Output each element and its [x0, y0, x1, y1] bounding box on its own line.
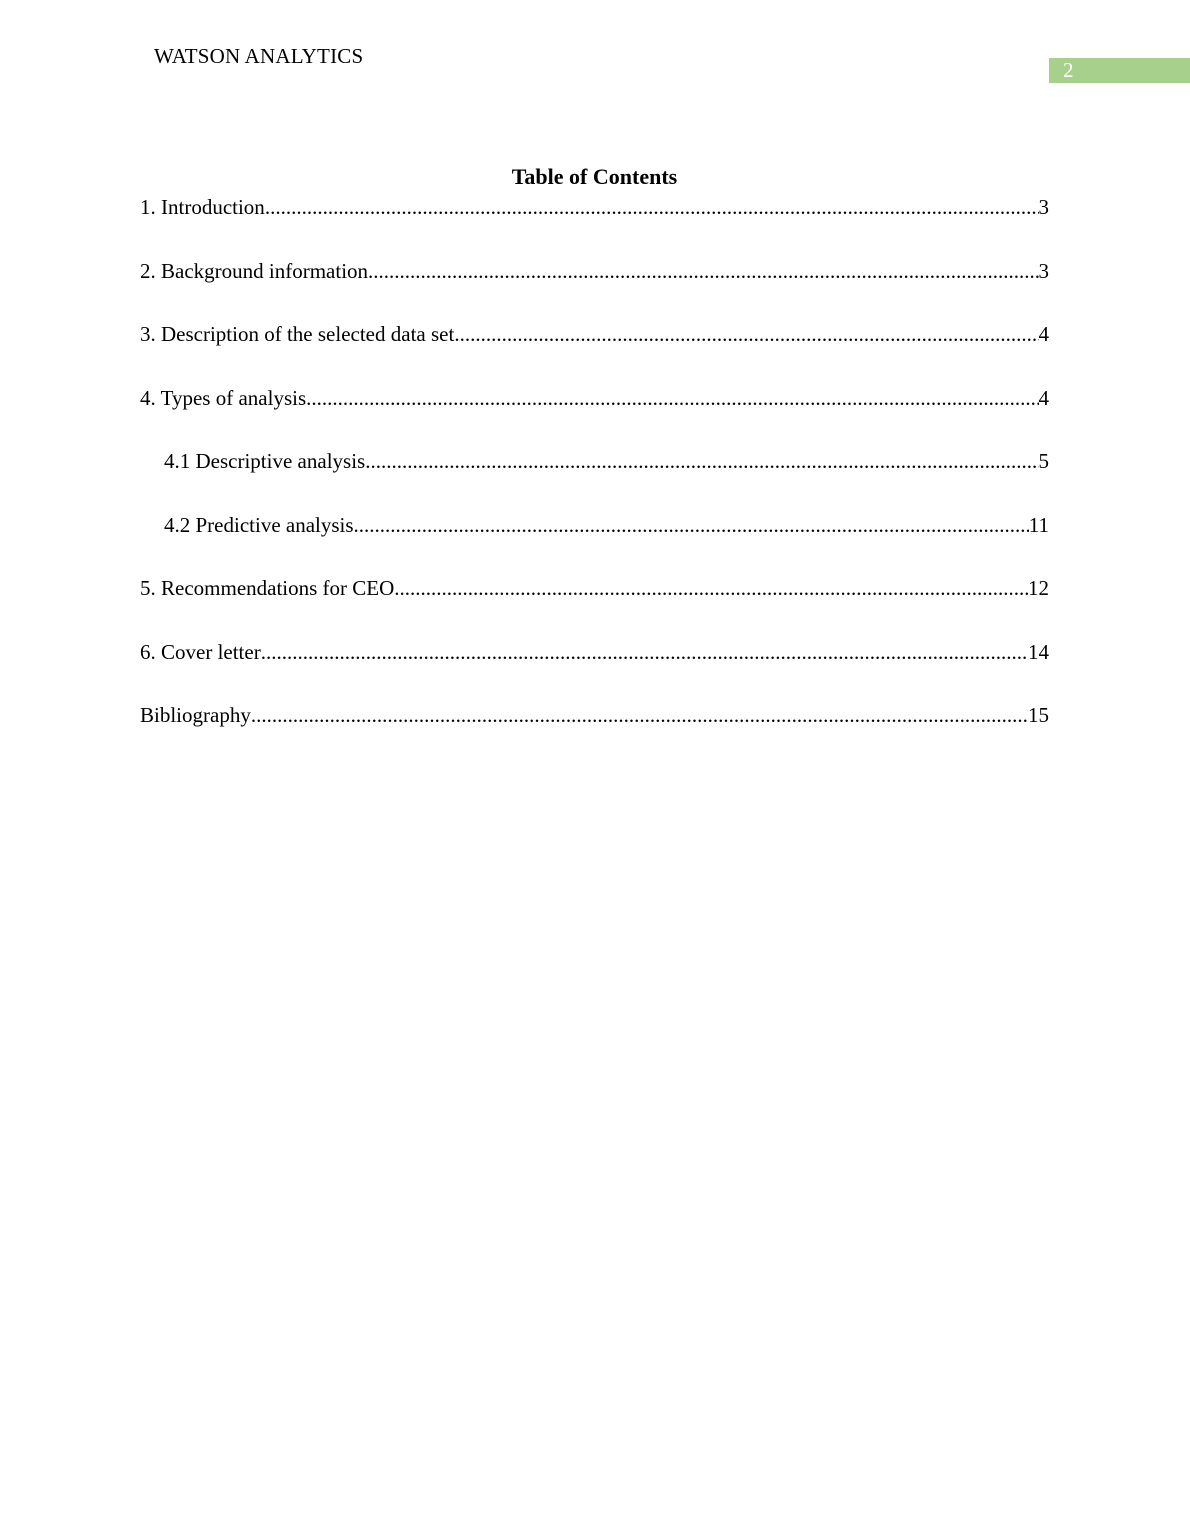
- toc-entry-recommendations-for-ceo[interactable]: [140, 574, 1049, 638]
- toc-entry-types-of-analysis[interactable]: [140, 384, 1049, 448]
- toc-entry-predictive-analysis[interactable]: [140, 511, 1049, 575]
- toc-dot-leader: [368, 257, 1038, 285]
- toc-entry-page: 15: [1028, 703, 1049, 727]
- toc-entry-page: 12: [1028, 576, 1049, 600]
- toc-dot-leader: [394, 574, 1028, 602]
- toc-entry-page: 14: [1028, 639, 1049, 664]
- toc-entry-page: 3: [1038, 195, 1049, 219]
- page-number: 2: [1063, 58, 1074, 82]
- toc-dot-leader: [354, 511, 1029, 539]
- toc-entry-label: 4. Types of analysis: [140, 385, 307, 410]
- toc-entry-label: 1. Introduction: [140, 195, 265, 219]
- toc-entry-label: 5. Recommendations for CEO: [140, 576, 395, 600]
- toc-entry-background-information[interactable]: [140, 257, 1049, 321]
- toc-entry-bibliography[interactable]: [140, 701, 1049, 765]
- toc-entry-page: 4: [1038, 385, 1049, 410]
- toc-dot-leader: [306, 384, 1038, 412]
- toc-entry-label: Bibliography: [140, 703, 251, 727]
- toc-title: Table of Contents: [511, 164, 678, 189]
- toc-entry-cover-letter[interactable]: [140, 638, 1049, 702]
- toc-entry-description-of-data-set[interactable]: [140, 320, 1049, 384]
- toc-entry-label: 4.1 Descriptive analysis: [164, 449, 366, 473]
- toc-entry-page: 5: [1038, 449, 1049, 473]
- toc-entry-label: 4.2 Predictive analysis: [164, 512, 354, 537]
- toc-dot-leader: [251, 701, 1028, 729]
- toc-entry-page: 11: [1028, 512, 1049, 537]
- toc-entry-page: 3: [1038, 258, 1049, 283]
- toc-entry-page: 4: [1038, 322, 1049, 346]
- toc-dot-leader: [261, 638, 1028, 666]
- toc-dot-leader: [265, 193, 1039, 221]
- toc-entry-label: 6. Cover letter: [140, 639, 261, 664]
- toc-dot-leader: [454, 320, 1038, 348]
- toc-dot-leader: [365, 447, 1038, 475]
- toc-entry-label: 2. Background information: [140, 258, 369, 283]
- toc-entry-introduction[interactable]: [140, 193, 1049, 257]
- table-of-contents: [140, 193, 1049, 765]
- running-head: WATSON ANALYTICS: [154, 44, 364, 68]
- toc-entry-label: 3. Description of the selected data set: [140, 322, 455, 346]
- toc-entry-descriptive-analysis[interactable]: [140, 447, 1049, 511]
- page-number-tab: [1049, 58, 1190, 83]
